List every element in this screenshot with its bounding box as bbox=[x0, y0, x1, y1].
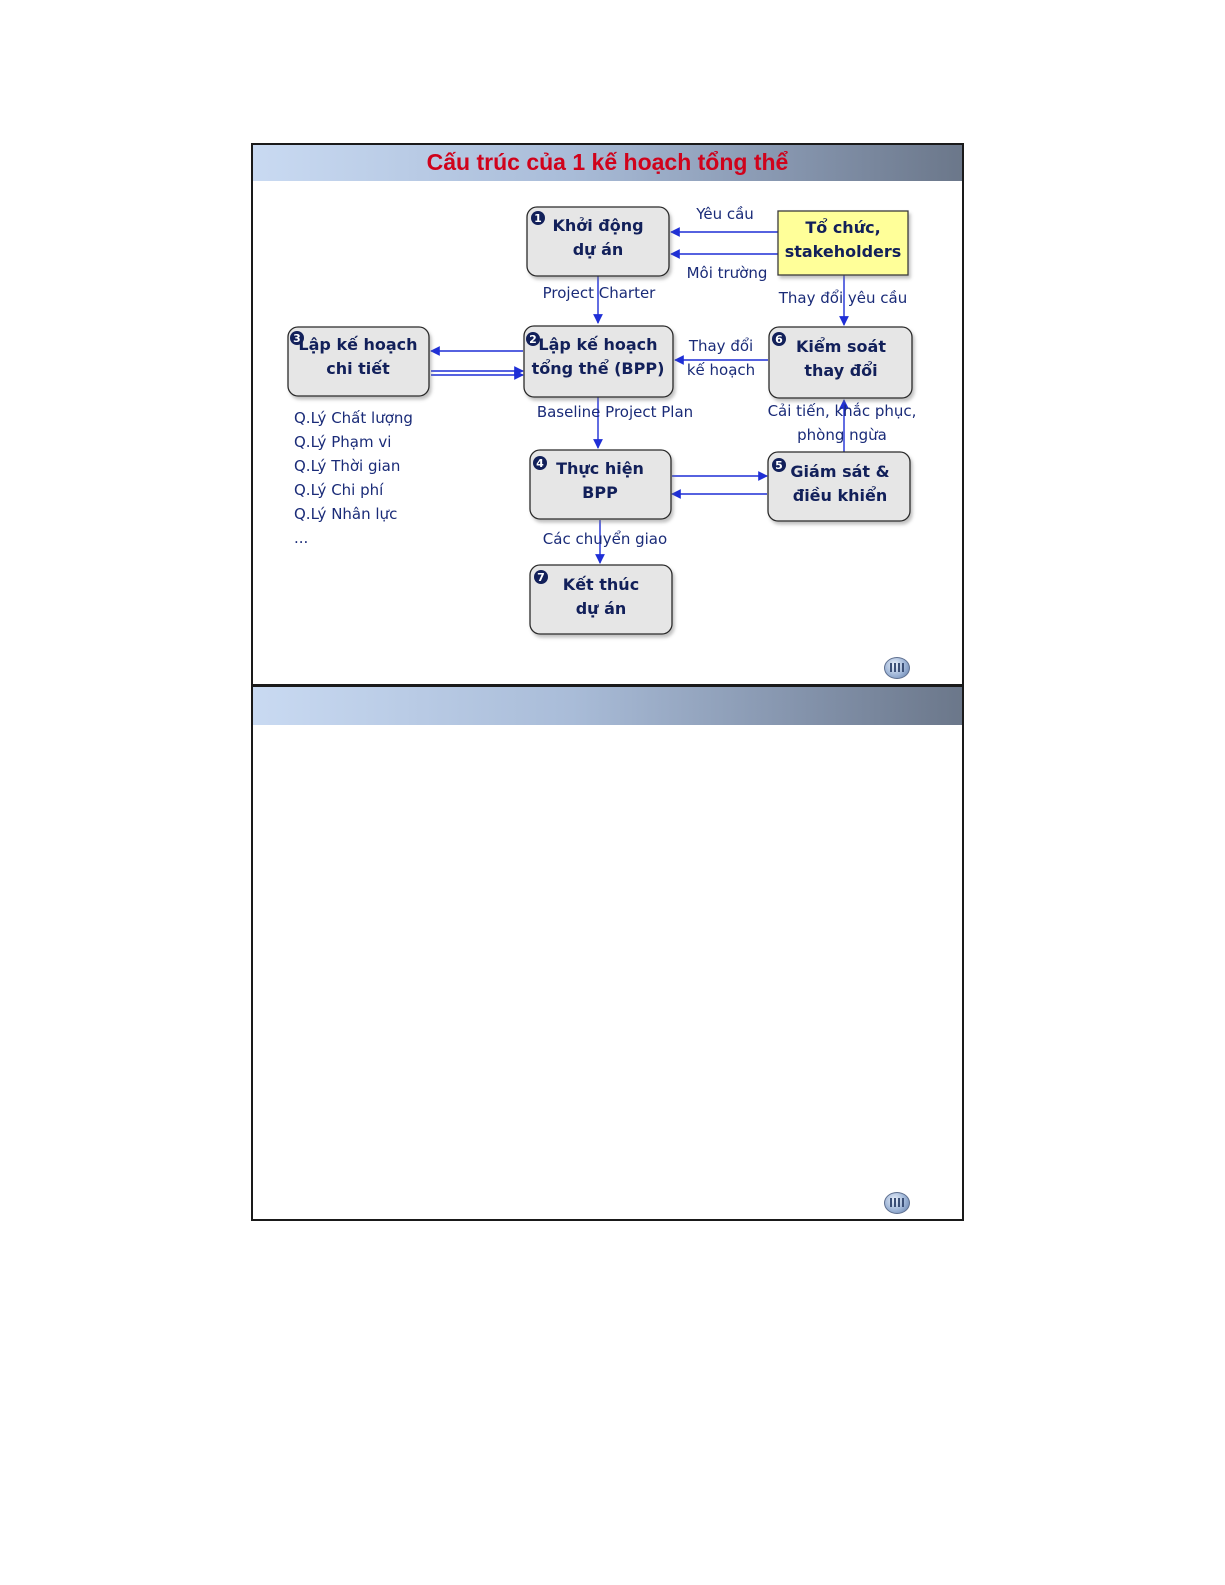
box-kiem-soat bbox=[769, 327, 912, 398]
box-label-line2: BPP bbox=[582, 483, 618, 502]
box-label-line2: dự án bbox=[575, 599, 627, 618]
step-number: 4 bbox=[536, 457, 544, 470]
box-label-line2: stakeholders bbox=[784, 242, 902, 261]
step-number: 2 bbox=[529, 333, 537, 346]
flow-label-thay-doi-yeu-cau: Thay đổi yêu cầu bbox=[778, 289, 908, 307]
box-ket-thuc bbox=[530, 565, 672, 634]
flow-label-cai-tien: Cải tiến, khắc phục, bbox=[767, 402, 917, 420]
side-list-item: Q.Lý Nhân lực bbox=[294, 505, 398, 523]
flow-label-yeu-cau: Yêu cầu bbox=[696, 205, 754, 223]
box-label-line2: dự án bbox=[572, 240, 624, 259]
box-label-line1: Lập kế hoạch bbox=[538, 335, 658, 354]
flow-label-project-charter: Project Charter bbox=[542, 284, 656, 302]
box-to-chuc bbox=[778, 211, 908, 275]
step-number: 5 bbox=[775, 459, 783, 472]
side-list-item: Q.Lý Thời gian bbox=[294, 457, 401, 475]
flow-label-baseline: Baseline Project Plan bbox=[536, 403, 694, 421]
step-number: 3 bbox=[293, 332, 301, 345]
box-lap-ke-hoach-chi-tiet bbox=[288, 327, 429, 396]
side-list-item: Q.Lý Chất lượng bbox=[294, 409, 413, 427]
box-label-line1: Thực hiện bbox=[556, 459, 644, 478]
flow-label-chuyen-giao: Các chuyển giao bbox=[542, 530, 668, 548]
box-label-line1: Lập kế hoạch bbox=[298, 335, 418, 354]
box-khoi-dong bbox=[527, 207, 669, 276]
step-number: 1 bbox=[534, 212, 542, 225]
flow-label-moi-truong: Môi trường bbox=[686, 264, 768, 282]
step-number: 7 bbox=[537, 571, 545, 584]
flow-label-thay-doi: Thay đổi bbox=[688, 337, 754, 355]
step-number: 6 bbox=[775, 333, 783, 346]
box-label-line2: thay đổi bbox=[804, 361, 878, 380]
side-list-item: ... bbox=[294, 529, 309, 547]
box-label-line1: Tổ chức, bbox=[805, 218, 881, 237]
flow-label-ke-hoach: kế hoạch bbox=[686, 361, 756, 379]
box-label-line2: chi tiết bbox=[326, 359, 390, 378]
box-label-line1: Giám sát & bbox=[790, 462, 890, 481]
box-thuc-hien bbox=[530, 450, 671, 519]
box-label-line2: tổng thể (BPP) bbox=[531, 359, 665, 378]
box-giam-sat bbox=[768, 452, 910, 521]
side-list-item: Q.Lý Phạm vi bbox=[294, 433, 392, 451]
box-label-line2: điều khiển bbox=[792, 486, 888, 505]
box-label-line1: Khởi động bbox=[552, 216, 644, 235]
box-label-line1: Kết thúc bbox=[562, 575, 640, 594]
flow-label-phong-ngua: phòng ngừa bbox=[797, 426, 887, 444]
box-label-line1: Kiểm soát bbox=[796, 337, 886, 356]
box-lap-ke-hoach-tong-the bbox=[524, 326, 673, 397]
side-list bbox=[294, 409, 413, 547]
side-list-item: Q.Lý Chi phí bbox=[294, 481, 384, 499]
slide-title: Cấu trúc của 1 kế hoạch tổng thể bbox=[426, 149, 789, 175]
